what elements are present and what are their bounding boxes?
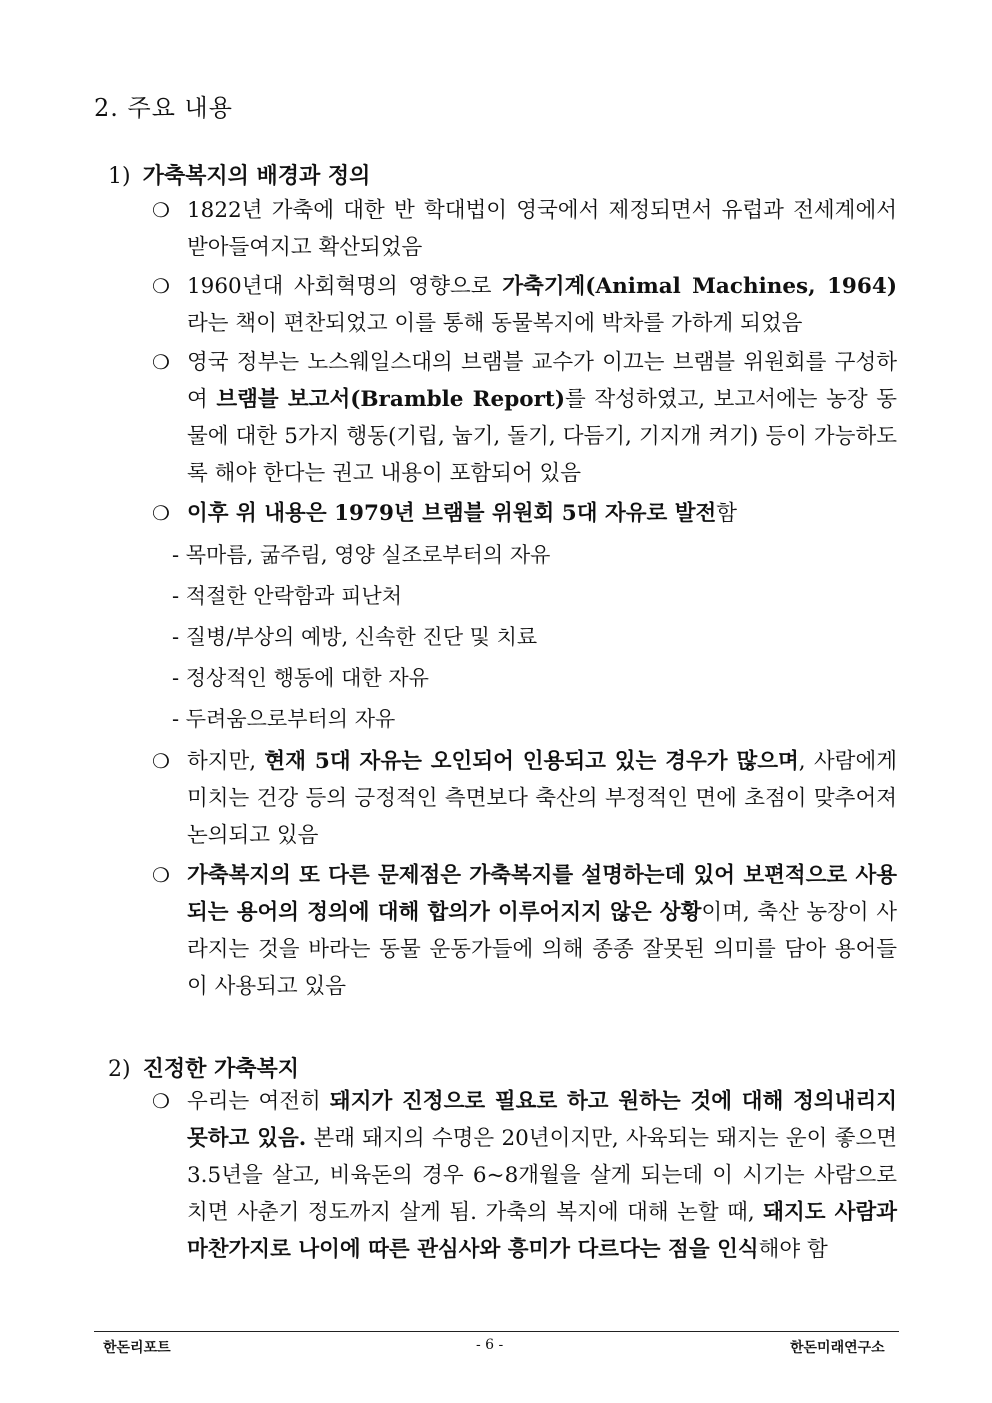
subsection-number: 1) <box>108 164 131 189</box>
bold-text-run: 돼지가 진정으로 필요로 하고 원하는 것에 대해 정의내리지 못하고 있음. <box>187 1089 897 1151</box>
bold-text-run: 돼지도 사람과 마찬가지로 나이에 따른 관심사와 흥미가 다르다는 점을 인식 <box>187 1200 897 1262</box>
text-run: 라는 책이 편찬되었고 이를 통해 동물복지에 박차를 가하게 되었음 <box>187 311 803 336</box>
text-run: 1822년 가축에 대한 반 학대법이 영국에서 제정되면서 유럽과 전세계에서 받아들여지고 확산되었음 <box>187 198 897 260</box>
text-run: 하지만, <box>187 749 265 774</box>
freedom-item: - 질병/부상의 예방, 신속한 진단 및 치료 <box>172 625 538 649</box>
bullet-text <box>187 192 897 266</box>
circle-bullet-icon: ❍ <box>152 1089 170 1113</box>
bullet-item <box>152 1083 897 1268</box>
footer-right: 한돈미래연구소 <box>790 1340 885 1356</box>
circle-bullet-icon: ❍ <box>152 274 170 298</box>
bold-text-run: 가축기계(Animal Machines, 1964) <box>502 274 897 299</box>
subsection-heading-1 <box>108 159 370 190</box>
bullet-text <box>187 1083 897 1268</box>
text-run: 본래 돼지의 수명은 20년이지만, 사육되는 돼지는 운이 좋으면 3.5년을 살고, 비육돈의 경우 6~8개월을 살게 되는데 이 시기는 사람으로 치면 사춘기 정도까지 살게 됨. 가축의 복지에 대해 논할 때, <box>187 1126 897 1225</box>
bold-text-run: 브램블 보고서(Bramble Report) <box>216 387 566 412</box>
bullet-text <box>187 743 897 854</box>
subsection-heading-2 <box>108 1052 299 1083</box>
bullet-item <box>152 344 897 492</box>
bullet-text <box>187 268 897 342</box>
bold-text-run: 이후 위 내용은 1979년 브램블 위원회 5대 자유로 발전 <box>187 501 717 526</box>
bullet-text <box>187 857 897 1005</box>
text-run: 함 <box>716 501 738 526</box>
bullet-item <box>152 857 897 1005</box>
text-run: 영국 정부는 노스웨일스대의 브램블 교수가 이끄는 브램블 위원회를 구성하여 <box>187 350 897 412</box>
circle-bullet-icon: ❍ <box>152 198 170 222</box>
bullet-text <box>187 495 897 532</box>
bullet-text <box>187 344 897 492</box>
footer-divider <box>94 1331 899 1332</box>
bullet-item <box>152 268 897 342</box>
circle-bullet-icon: ❍ <box>152 501 170 525</box>
footer-left: 한돈리포트 <box>103 1340 171 1356</box>
bullet-item <box>152 743 897 854</box>
subsection-number: 2) <box>108 1057 131 1082</box>
page-number: - 6 - <box>476 1337 504 1353</box>
section-title: 2. 주요 내용 <box>94 94 233 122</box>
freedom-item: - 두려움으로부터의 자유 <box>172 707 396 731</box>
text-run: 를 작성하였고, 보고서에는 농장 동물에 대한 5가지 행동(기립, 눕기, 돌기, 다듬기, 기지개 켜기) 등이 가능하도록 해야 한다는 권고 내용이 포함되어 있음 <box>187 387 897 486</box>
freedom-item: - 정상적인 행동에 대한 자유 <box>172 666 429 690</box>
freedom-item: - 목마름, 굶주림, 영양 실조로부터의 자유 <box>172 543 551 567</box>
text-run: 1960년대 사회혁명의 영향으로 <box>187 274 503 299</box>
circle-bullet-icon: ❍ <box>152 749 170 773</box>
text-run: , 사람에게 미치는 건강 등의 긍정적인 측면보다 축산의 부정적인 면에 초점이 맞추어져 논의되고 있음 <box>187 749 897 848</box>
bullet-item <box>152 495 897 532</box>
subsection-title: 가축복지의 배경과 정의 <box>142 163 371 189</box>
bold-text-run: 현재 5대 자유는 오인되어 인용되고 있는 경우가 많으며 <box>264 749 799 774</box>
text-run: 우리는 여전히 <box>187 1089 330 1114</box>
bold-text-run: 가축복지의 또 다른 문제점은 가축복지를 설명하는데 있어 보편적으로 사용되는 용어의 정의에 대해 합의가 이루어지지 않은 상황 <box>187 863 897 925</box>
circle-bullet-icon: ❍ <box>152 350 170 374</box>
bullet-item <box>152 192 897 266</box>
text-run: 해야 함 <box>758 1237 828 1262</box>
text-run: 이며, 축산 농장이 사라지는 것을 바라는 동물 운동가들에 의해 종종 잘못된 의미를 담아 용어들이 사용되고 있음 <box>187 900 897 999</box>
circle-bullet-icon: ❍ <box>152 863 170 887</box>
subsection-title: 진정한 가축복지 <box>142 1056 300 1082</box>
freedom-item: - 적절한 안락함과 피난처 <box>172 584 402 608</box>
